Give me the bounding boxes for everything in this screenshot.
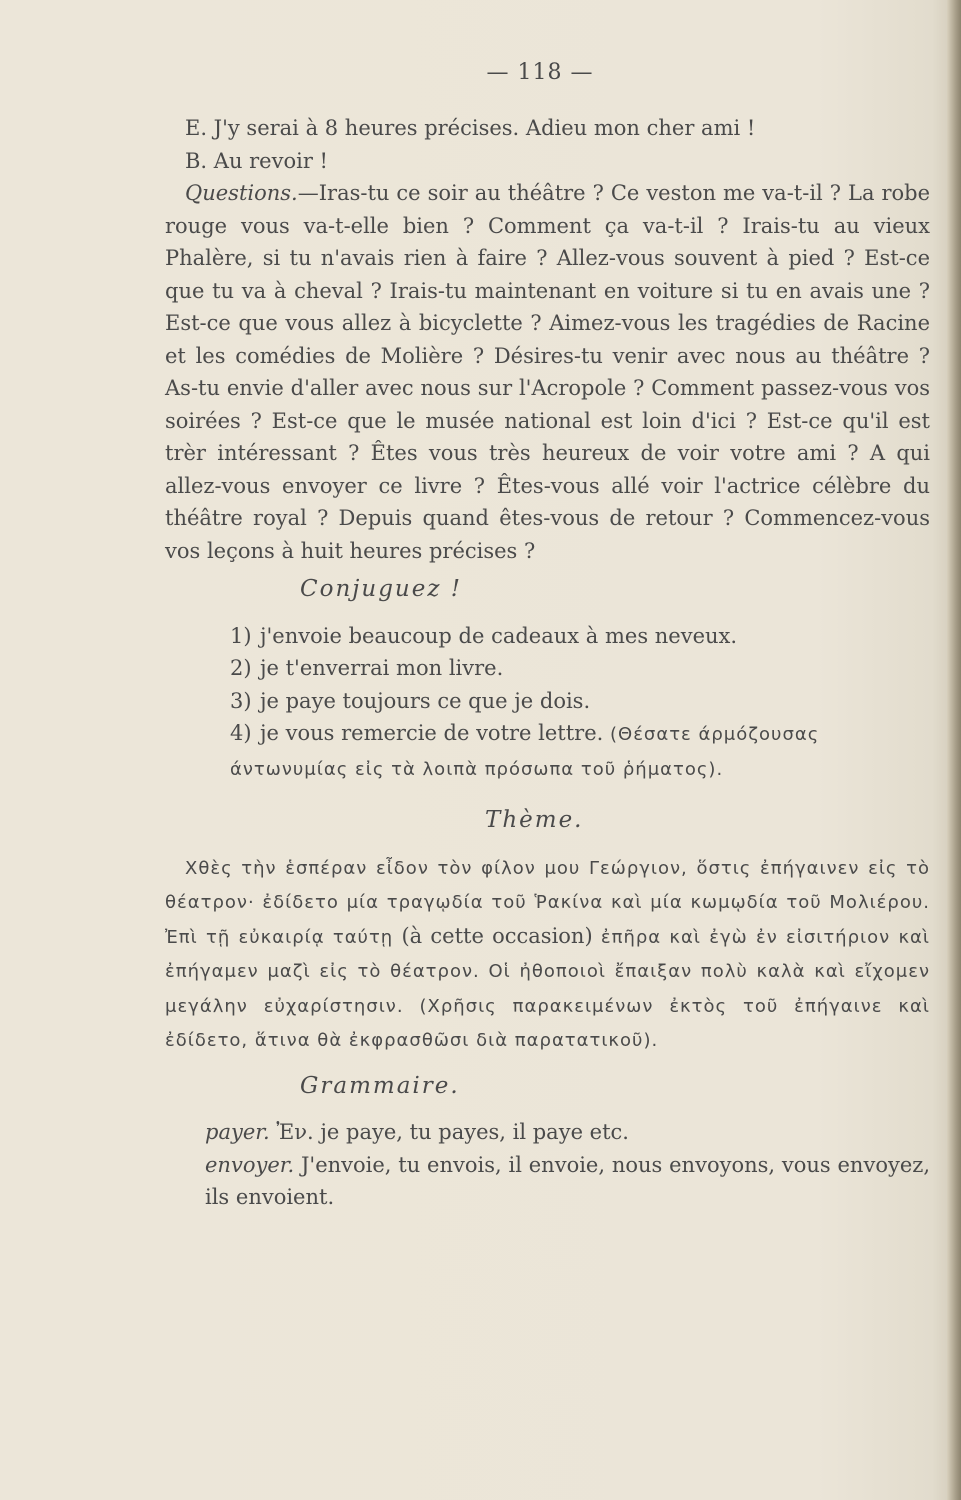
item-text: j'envoie beaucoup de cadeaux à mes neveux. [260, 623, 738, 648]
grammar-envoyer [165, 1149, 930, 1214]
page-number: — 118 — [486, 60, 594, 85]
item-text: je paye toujours ce que je dois. [260, 688, 591, 713]
theme-greek-1: Χθὲς τὴν ἑσπέραν εἶδον τὸν φίλον μου Γεώργιον, ὅστις ἐπήγαινεν εἰς τὸ θέατρον· ἐδίδετο μία τραγῳδία τοῦ Ῥακίνα καὶ μία κωμῳδία τοῦ Μολιέρου. Ἐπὶ τῇ εὐκαιρίᾳ ταύτῃ [165, 857, 930, 948]
list-item [230, 685, 930, 718]
questions-text: —Iras-tu ce soir au théâtre ? Ce veston me va-t-il ? La robe rouge vous va-t-elle bien ? Comment ça va-t-il ? Irais-tu au vieux Phalère, si tu n'avais rien à faire ? Allez-vous souvent à pied ? Est-ce que tu va à cheval ? Irais-tu maintenant en voiture si tu en avais une ? Est-ce que vous allez à bicyclette ? Aimez-vous les tragédies de Racine et les comédies de Molière ? Désires-tu venir avec nous au théâtre ? As-tu envie d'aller avec nous sur l'Acropole ? Comment passez-vous vos soirées ? Est-ce que le musée national est loin d'ici ? Est-ce qu'il est trèr intéressant ? Êtes vous très heureux de voir votre ami ? A qui allez-vous envoyer ce livre ? Êtes-vous allé voir l'actrice célèbre du théâtre royal ? Depuis quand êtes-vous de retour ? Commencez-vous vos leçons à huit heures précises ? [165, 181, 930, 563]
page-body [165, 112, 930, 1214]
page-edge [947, 0, 961, 1500]
theme-greek-2: ἐπῆρα καὶ ἐγὼ ἐν εἰσιτήριον καὶ ἐπήγαμεν μαζὶ εἰς τὸ θέατρον. Οἱ ἠθοποιοὶ ἔπαιξαν πολὺ καλὰ καὶ εἴχομεν μεγάλην εὐχαρίστησιν. (Χρῆσις παρακειμένων ἐκτὸς τοῦ ἐπήγαινε καὶ ἐδίδετο, ἅτινα θὰ ἐκφρασθῶσι διὰ παρατατικοῦ). [165, 926, 931, 1051]
grammaire-heading: Grammaire. [300, 1072, 460, 1099]
item-number: 1) [230, 623, 252, 648]
greek-instruction: (Θέσατε άρμόζουσας άντωνυμίας εἰς τὰ λοιπὰ πρόσωπα τοῦ ῥήματος). [230, 724, 820, 780]
theme-paragraph [165, 851, 930, 1058]
payer-text: Ἐν. je paye, tu payes, il paye etc. [276, 1120, 629, 1144]
envoyer-text: J'envoie, tu envois, il envoie, nous envoyons, vous envoyez, ils envoient. [205, 1152, 930, 1209]
item-text: je t'enverrai mon livre. [260, 656, 504, 680]
dialogue-e: E. J'y serai à 8 heures précises. Adieu mon cher ami ! [185, 116, 756, 140]
grammar-payer [165, 1116, 930, 1149]
conjuguez-list [165, 620, 930, 787]
item-number: 3) [230, 688, 252, 713]
list-item [230, 652, 930, 685]
envoyer-label: envoyer. [205, 1152, 295, 1177]
theme-french-gloss: (à cette occasion) [401, 923, 593, 948]
payer-label: payer. [205, 1120, 270, 1144]
item-number: 4) [230, 721, 252, 745]
list-item [230, 620, 930, 653]
item-text: je vous remercie de votre lettre. [260, 721, 604, 745]
dialogue-b: B. Au revoir ! [185, 148, 328, 173]
questions-label: Questions. [185, 181, 298, 205]
questions-paragraph [165, 177, 930, 567]
item-number: 2) [230, 656, 252, 680]
conjuguez-heading: Conjuguez ! [300, 576, 463, 602]
theme-heading: Thème. [485, 807, 584, 833]
list-item [230, 717, 930, 786]
